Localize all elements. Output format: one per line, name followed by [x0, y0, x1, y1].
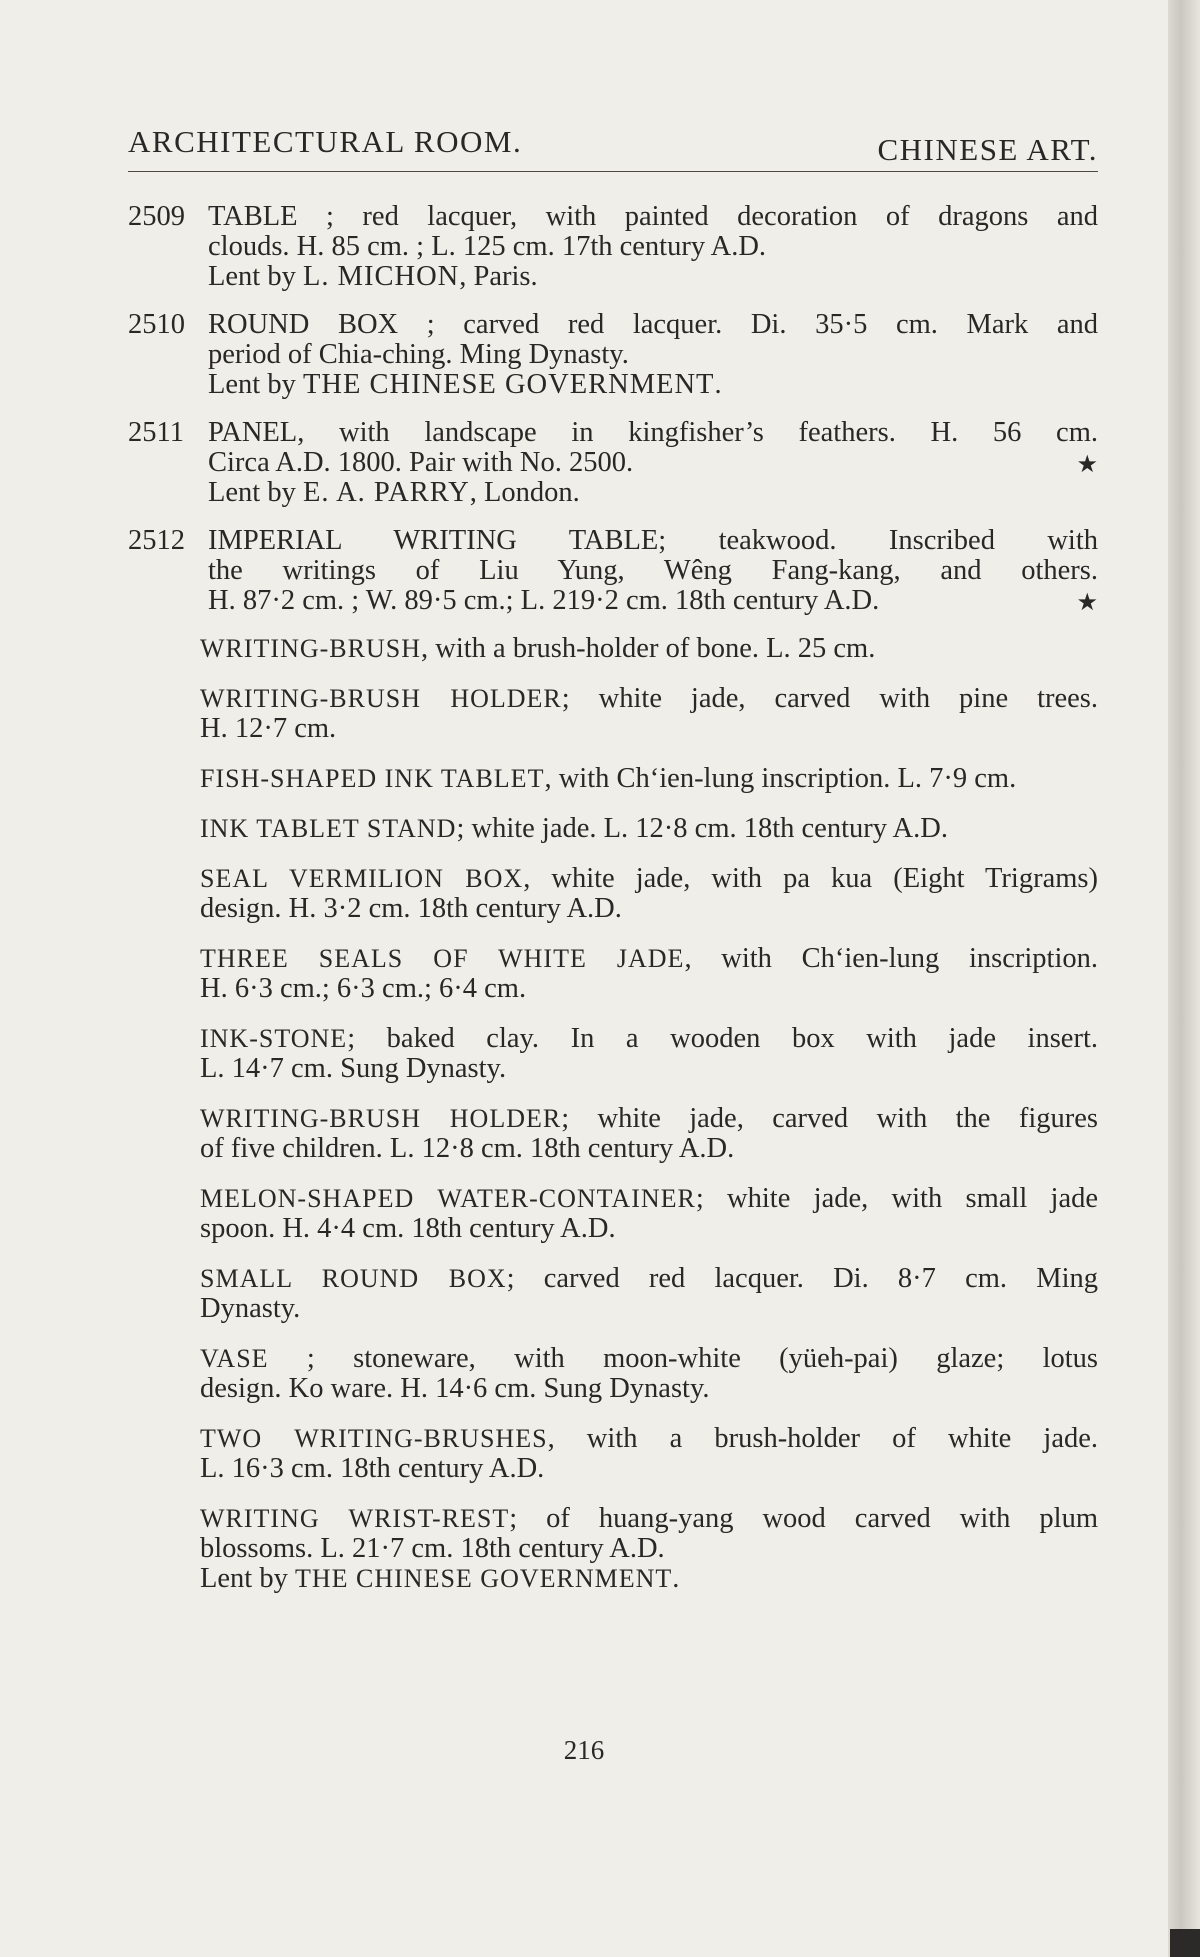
catalogue-entries	[128, 202, 1098, 1614]
sub-item-name: WRITING-BRUSH HOLDER	[200, 684, 562, 713]
lent-suffix: , Paris.	[459, 261, 538, 292]
lent-prefix: Lent by	[208, 369, 296, 400]
sub-item-name: FISH-SHAPED INK TABLET	[200, 764, 545, 793]
sub-item	[200, 814, 1098, 844]
sub-item-line: H. 6·3 cm.; 6·3 cm.; 6·4 cm.	[200, 973, 527, 1004]
sub-item	[200, 634, 1098, 664]
sub-item	[200, 1424, 1098, 1484]
sub-item-line	[200, 1104, 1098, 1134]
entry-number: 2512	[128, 525, 185, 556]
sub-item	[200, 1504, 1098, 1594]
entry-text-line: PANEL, with landscape in kingfisher’s feathers. H. 56 cm.	[208, 417, 1098, 448]
sub-item-text: , with a brush-holder of bone. L. 25 cm.	[421, 633, 876, 664]
sub-item-line	[200, 1504, 1098, 1534]
lent-prefix: Lent by	[208, 261, 296, 292]
entry-number: 2510	[128, 309, 185, 340]
sub-item	[200, 1344, 1098, 1404]
running-head-right: CHINESE ART.	[877, 132, 1098, 167]
entry-text-line: IMPERIAL WRITING TABLE; teakwood. Inscribed with	[208, 525, 1098, 556]
sub-item-line: L. 16·3 cm. 18th century A.D.	[200, 1453, 545, 1484]
lender-line	[208, 262, 1098, 292]
sub-item-text: ; baked clay. In a wooden box with jade insert.	[347, 1023, 1098, 1054]
lender-name: THE CHINESE GOVERNMENT	[294, 1564, 673, 1593]
lender-name: THE CHINESE GOVERNMENT	[302, 369, 715, 400]
sub-item-line	[200, 1264, 1098, 1294]
sub-item-name: SMALL ROUND BOX	[200, 1264, 507, 1293]
entry-number: 2511	[128, 417, 184, 448]
lent-suffix: , London.	[469, 477, 580, 508]
sub-item-text: ; carved red lacquer. Di. 8·7 cm. Ming	[506, 1263, 1098, 1294]
sub-item-text: ; white jade, carved with pine trees.	[561, 683, 1098, 714]
star-icon: ★	[1076, 452, 1098, 478]
lender-line	[208, 478, 1098, 508]
sub-item-line: design. Ko ware. H. 14·6 cm. Sung Dynasty.	[200, 1373, 710, 1404]
sub-item-line	[200, 944, 1098, 974]
entry-text-line: the writings of Liu Yung, Wêng Fang-kang, and others.	[208, 555, 1098, 586]
lent-prefix: Lent by	[208, 477, 296, 508]
sub-item-text: ; of huang-yang wood carved with plum	[509, 1503, 1098, 1534]
page-corner	[1170, 1929, 1200, 1957]
sub-item-text: , with Ch‘ien-lung inscription.	[684, 943, 1098, 974]
sub-item-list	[128, 634, 1098, 1594]
header-rule	[128, 171, 1098, 172]
entry-text: H. 87·2 cm. ; W. 89·5 cm.; L. 219·2 cm. 18th century A.D.	[208, 585, 880, 616]
lent-prefix: Lent by	[200, 1563, 288, 1594]
sub-item-text: ; white jade. L. 12·8 cm. 18th century A.D.	[456, 813, 948, 844]
sub-item-name: INK-STONE	[200, 1024, 348, 1053]
sub-item-line	[200, 634, 1098, 664]
entry-text-line	[208, 448, 1098, 478]
sub-item-line	[200, 864, 1098, 894]
sub-item	[200, 764, 1098, 794]
sub-item-line	[200, 684, 1098, 714]
sub-item-line	[200, 1344, 1098, 1374]
sub-item	[200, 684, 1098, 744]
sub-item-line: Dynasty.	[200, 1293, 301, 1324]
running-head-left: ARCHITECTURAL ROOM.	[128, 124, 523, 159]
catalogue-entry-2510	[128, 310, 1098, 400]
entry-text-line	[208, 586, 1098, 616]
sub-item-line: design. H. 3·2 cm. 18th century A.D.	[200, 893, 622, 924]
sub-item-text: , with a brush-holder of white jade.	[547, 1423, 1098, 1454]
catalogue-entry-2509	[128, 202, 1098, 292]
sub-item-line	[200, 1024, 1098, 1054]
sub-item-line: of five children. L. 12·8 cm. 18th century A.D.	[200, 1133, 735, 1164]
sub-item-line	[200, 814, 1098, 844]
sub-item-name: WRITING WRIST-REST	[200, 1504, 510, 1533]
sub-item-text: ; stoneware, with moon-white (yüeh-pai) glaze; lotus	[268, 1343, 1098, 1374]
sub-item	[200, 864, 1098, 924]
catalogue-entry-2512	[128, 526, 1098, 616]
sub-item-name: VASE	[200, 1344, 269, 1373]
entry-number: 2509	[128, 201, 185, 232]
lender-line	[200, 1564, 1098, 1594]
sub-item-name: THREE SEALS OF WHITE JADE	[200, 944, 685, 973]
sub-item-line: blossoms. L. 21·7 cm. 18th century A.D.	[200, 1533, 665, 1564]
lender-name: E. A. PARRY	[302, 477, 470, 508]
sub-item	[200, 1264, 1098, 1324]
catalogue-entry-2511	[128, 418, 1098, 508]
star-icon: ★	[1076, 590, 1098, 616]
sub-item-line	[200, 1184, 1098, 1214]
sub-item-line: H. 12·7 cm.	[200, 713, 337, 744]
sub-item-name: INK TABLET STAND	[200, 814, 457, 843]
lent-suffix: .	[714, 369, 722, 400]
sub-item-text: , with Ch‘ien-lung inscription. L. 7·9 cm.	[544, 763, 1017, 794]
entry-text: Circa A.D. 1800. Pair with No. 2500.	[208, 447, 634, 478]
entry-text-line: TABLE ; red lacquer, with painted decoration of dragons and	[208, 201, 1098, 232]
sub-item-line	[200, 1424, 1098, 1454]
sub-item-name: WRITING-BRUSH HOLDER	[200, 1104, 562, 1133]
sub-item	[200, 1184, 1098, 1244]
sub-item	[200, 944, 1098, 1004]
sub-item-line: L. 14·7 cm. Sung Dynasty.	[200, 1053, 507, 1084]
page-edge	[1168, 0, 1200, 1957]
sub-item	[200, 1024, 1098, 1084]
sub-item-name: MELON-SHAPED WATER-CONTAINER	[200, 1184, 696, 1213]
sub-item-line: spoon. H. 4·4 cm. 18th century A.D.	[200, 1213, 616, 1244]
lender-name: L. MICHON	[302, 261, 460, 292]
sub-item-text: ; white jade, carved with the figures	[561, 1103, 1098, 1134]
sub-item-line	[200, 764, 1098, 794]
lender-line	[208, 370, 1098, 400]
sub-item-text: , white jade, with pa kua (Eight Trigrams)	[523, 863, 1098, 894]
sub-item-name: TWO WRITING-BRUSHES	[200, 1424, 548, 1453]
page-number: 216	[563, 1735, 605, 1765]
sub-item-text: ; white jade, with small jade	[695, 1183, 1098, 1214]
sub-item-name: WRITING-BRUSH	[200, 634, 421, 663]
entry-text-line: period of Chia-ching. Ming Dynasty.	[208, 339, 629, 370]
sub-item	[200, 1104, 1098, 1164]
entry-text-line: ROUND BOX ; carved red lacquer. Di. 35·5 cm. Mark and	[208, 309, 1098, 340]
entry-text-line: clouds. H. 85 cm. ; L. 125 cm. 17th century A.D.	[208, 231, 767, 262]
sub-item-name: SEAL VERMILION BOX	[200, 864, 524, 893]
lent-suffix: .	[672, 1563, 680, 1594]
